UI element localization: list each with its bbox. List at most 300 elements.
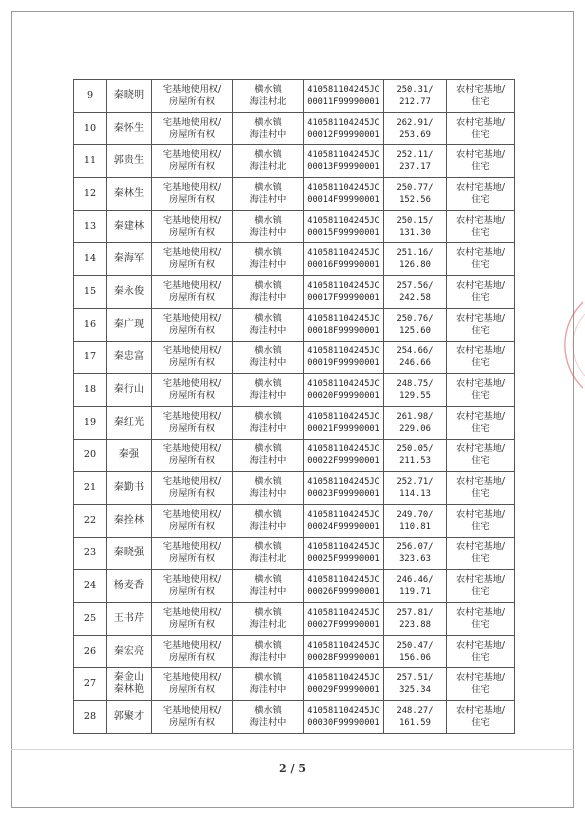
- unit-number-cell: [304, 210, 384, 243]
- owner-name-line: 秦宏亮: [113, 645, 145, 657]
- land-use-cell: [447, 210, 515, 243]
- unit-number-line: 00013F99990001: [307, 162, 380, 173]
- land-use-line: 住宅: [471, 553, 490, 565]
- land-use-line: 住宅: [471, 357, 490, 369]
- unit-number-line: 00016F99990001: [307, 260, 380, 271]
- unit-number-line: 410581104245JC: [307, 84, 380, 95]
- land-use-line: 农村宅基地/: [455, 443, 506, 455]
- land-use-cell: [447, 635, 515, 668]
- unit-number-line: 00020F99990001: [307, 391, 380, 402]
- right-type-line: 宅基地使用权/: [162, 83, 222, 95]
- right-type-line: 宅基地使用权/: [162, 279, 222, 291]
- area-line: 252.11/: [396, 150, 434, 161]
- owner-name-line: 王书芹: [113, 612, 145, 624]
- location-line: 海洼村中: [249, 716, 287, 728]
- row-number: 17: [83, 351, 97, 363]
- location-cell: [233, 145, 304, 178]
- right-type-cell: [152, 210, 233, 243]
- right-type-line: 宅基地使用权/: [162, 541, 222, 553]
- area-line: 257.51/: [396, 673, 434, 684]
- area-line: 131.30: [399, 227, 431, 238]
- location-line: 海洼村中: [249, 226, 287, 238]
- row-number-cell: [74, 308, 107, 341]
- row-number-cell: [74, 210, 107, 243]
- location-line: 海洼村中: [249, 259, 287, 271]
- right-type-cell: [152, 537, 233, 570]
- area-cell: [384, 406, 447, 439]
- area-line: 152.56: [399, 194, 431, 205]
- row-number-cell: [74, 570, 107, 603]
- area-line: 246.66: [399, 358, 431, 369]
- row-number: 22: [83, 514, 97, 526]
- table-body: [74, 80, 515, 734]
- unit-number-line: 410581104245JC: [307, 477, 380, 488]
- location-cell: [233, 537, 304, 570]
- land-use-line: 住宅: [471, 422, 490, 434]
- land-use-line: 农村宅基地/: [455, 541, 506, 553]
- row-number-cell: [74, 178, 107, 211]
- land-use-line: 农村宅基地/: [455, 214, 506, 226]
- unit-number-line: 00027F99990001: [307, 619, 380, 630]
- row-number: 19: [83, 416, 97, 428]
- property-rights-table: [73, 79, 515, 734]
- land-use-line: 农村宅基地/: [455, 378, 506, 390]
- unit-number-line: 410581104245JC: [307, 313, 380, 324]
- row-number-cell: [74, 668, 107, 701]
- unit-number-line: 00030F99990001: [307, 717, 380, 728]
- area-line: 250.31/: [396, 84, 434, 95]
- unit-number-cell: [304, 112, 384, 145]
- location-line: 横水镇: [254, 214, 282, 226]
- right-type-cell: [152, 504, 233, 537]
- area-cell: [384, 276, 447, 309]
- owner-name-line: 郭贵生: [113, 155, 145, 167]
- unit-number-line: 410581104245JC: [307, 346, 380, 357]
- right-type-line: 房屋所有权: [169, 128, 215, 140]
- page-number: 2 / 5: [279, 762, 306, 775]
- location-line: 海洼村中: [249, 455, 287, 467]
- right-type-line: 房屋所有权: [169, 716, 215, 728]
- right-type-cell: [152, 80, 233, 113]
- land-use-cell: [447, 701, 515, 734]
- unit-number-cell: [304, 276, 384, 309]
- area-line: 257.81/: [396, 607, 434, 618]
- table-row: [74, 210, 515, 243]
- land-use-line: 农村宅基地/: [455, 116, 506, 128]
- right-type-line: 房屋所有权: [169, 553, 215, 565]
- unit-number-cell: [304, 145, 384, 178]
- right-type-line: 宅基地使用权/: [162, 378, 222, 390]
- location-line: 横水镇: [254, 606, 282, 618]
- area-cell: [384, 635, 447, 668]
- area-cell: [384, 145, 447, 178]
- location-cell: [233, 701, 304, 734]
- unit-number-line: 00026F99990001: [307, 587, 380, 598]
- right-type-line: 房屋所有权: [169, 259, 215, 271]
- area-cell: [384, 210, 447, 243]
- land-use-line: 住宅: [471, 193, 490, 205]
- land-use-cell: [447, 668, 515, 701]
- unit-number-line: 00028F99990001: [307, 652, 380, 663]
- unit-number-cell: [304, 570, 384, 603]
- right-type-cell: [152, 145, 233, 178]
- right-type-line: 宅基地使用权/: [162, 181, 222, 193]
- unit-number-cell: [304, 472, 384, 505]
- owner-name-line: 秦强: [118, 449, 140, 461]
- location-line: 横水镇: [254, 672, 282, 684]
- owner-name-line: 秦林生: [113, 187, 145, 199]
- land-use-line: 住宅: [471, 291, 490, 303]
- seal-stamp-edge: [559, 300, 585, 390]
- right-type-line: 宅基地使用权/: [162, 606, 222, 618]
- area-line: 242.58: [399, 292, 431, 303]
- location-line: 横水镇: [254, 476, 282, 488]
- owner-name-cell: [107, 210, 152, 243]
- right-type-line: 宅基地使用权/: [162, 508, 222, 520]
- row-number-cell: [74, 80, 107, 113]
- area-line: 254.66/: [396, 346, 434, 357]
- area-cell: [384, 178, 447, 211]
- right-type-line: 宅基地使用权/: [162, 247, 222, 259]
- owner-name-line: 秦怀生: [113, 122, 145, 134]
- location-line: 横水镇: [254, 541, 282, 553]
- land-use-line: 住宅: [471, 95, 490, 107]
- area-cell: [384, 472, 447, 505]
- land-use-line: 农村宅基地/: [455, 410, 506, 422]
- owner-name-cell: [107, 276, 152, 309]
- location-line: 横水镇: [254, 312, 282, 324]
- right-type-line: 宅基地使用权/: [162, 214, 222, 226]
- table-row: [74, 603, 515, 636]
- land-use-line: 农村宅基地/: [455, 247, 506, 259]
- location-line: 海洼村北: [249, 161, 287, 173]
- location-line: 横水镇: [254, 83, 282, 95]
- land-use-cell: [447, 145, 515, 178]
- area-line: 126.80: [399, 260, 431, 271]
- location-line: 海洼村中: [249, 128, 287, 140]
- owner-name-cell: [107, 243, 152, 276]
- right-type-line: 房屋所有权: [169, 455, 215, 467]
- land-use-line: 农村宅基地/: [455, 704, 506, 716]
- area-cell: [384, 243, 447, 276]
- land-use-line: 住宅: [471, 128, 490, 140]
- area-line: 250.76/: [396, 313, 434, 324]
- row-number-cell: [74, 701, 107, 734]
- unit-number-line: 00019F99990001: [307, 358, 380, 369]
- land-use-line: 农村宅基地/: [455, 606, 506, 618]
- location-line: 横水镇: [254, 181, 282, 193]
- right-type-line: 房屋所有权: [169, 291, 215, 303]
- area-line: 250.15/: [396, 215, 434, 226]
- table-row: [74, 472, 515, 505]
- row-number: 15: [83, 285, 97, 297]
- owner-name-line: 秦红光: [113, 416, 145, 428]
- row-number: 27: [83, 678, 97, 690]
- right-type-line: 宅基地使用权/: [162, 574, 222, 586]
- location-line: 海洼村中: [249, 651, 287, 663]
- land-use-cell: [447, 504, 515, 537]
- right-type-cell: [152, 635, 233, 668]
- owner-name-cell: [107, 668, 152, 701]
- land-use-line: 住宅: [471, 716, 490, 728]
- area-line: 262.91/: [396, 117, 434, 128]
- location-cell: [233, 603, 304, 636]
- owner-name-cell: [107, 178, 152, 211]
- right-type-cell: [152, 341, 233, 374]
- right-type-line: 房屋所有权: [169, 324, 215, 336]
- row-number: 21: [83, 482, 97, 494]
- owner-name-line: 秦勤书: [113, 482, 145, 494]
- row-number-cell: [74, 537, 107, 570]
- table-row: [74, 570, 515, 603]
- right-type-line: 宅基地使用权/: [162, 410, 222, 422]
- table-row: [74, 439, 515, 472]
- land-use-line: 住宅: [471, 684, 490, 696]
- land-use-cell: [447, 439, 515, 472]
- area-line: 119.71: [399, 587, 431, 598]
- row-number: 14: [83, 253, 97, 265]
- row-number-cell: [74, 276, 107, 309]
- area-line: 253.69: [399, 129, 431, 140]
- table-row: [74, 341, 515, 374]
- owner-name-cell: [107, 603, 152, 636]
- row-number-cell: [74, 374, 107, 407]
- unit-number-line: 00017F99990001: [307, 292, 380, 303]
- land-use-line: 住宅: [471, 259, 490, 271]
- land-use-cell: [447, 112, 515, 145]
- unit-number-line: 410581104245JC: [307, 248, 380, 259]
- right-type-line: 房屋所有权: [169, 390, 215, 402]
- unit-number-line: 00025F99990001: [307, 554, 380, 565]
- right-type-cell: [152, 374, 233, 407]
- right-type-line: 房屋所有权: [169, 488, 215, 500]
- location-line: 海洼村中: [249, 390, 287, 402]
- row-number-cell: [74, 635, 107, 668]
- location-cell: [233, 668, 304, 701]
- unit-number-cell: [304, 635, 384, 668]
- owner-name-cell: [107, 472, 152, 505]
- right-type-line: 房屋所有权: [169, 161, 215, 173]
- area-line: 248.75/: [396, 379, 434, 390]
- area-line: 246.46/: [396, 575, 434, 586]
- table-row: [74, 537, 515, 570]
- unit-number-cell: [304, 341, 384, 374]
- right-type-line: 房屋所有权: [169, 193, 215, 205]
- location-line: 海洼村中: [249, 193, 287, 205]
- row-number: 26: [83, 645, 97, 657]
- right-type-cell: [152, 472, 233, 505]
- location-line: 海洼村中: [249, 324, 287, 336]
- row-number-cell: [74, 406, 107, 439]
- land-use-cell: [447, 603, 515, 636]
- area-cell: [384, 439, 447, 472]
- unit-number-line: 410581104245JC: [307, 117, 380, 128]
- land-use-line: 农村宅基地/: [455, 508, 506, 520]
- location-line: 横水镇: [254, 279, 282, 291]
- owner-name-cell: [107, 570, 152, 603]
- right-type-line: 宅基地使用权/: [162, 149, 222, 161]
- land-use-cell: [447, 406, 515, 439]
- location-cell: [233, 341, 304, 374]
- location-line: 横水镇: [254, 704, 282, 716]
- location-cell: [233, 178, 304, 211]
- location-cell: [233, 374, 304, 407]
- owner-name-line: 杨麦香: [113, 580, 145, 592]
- land-use-cell: [447, 80, 515, 113]
- unit-number-cell: [304, 80, 384, 113]
- area-cell: [384, 603, 447, 636]
- land-use-cell: [447, 341, 515, 374]
- right-type-line: 房屋所有权: [169, 586, 215, 598]
- area-line: 125.60: [399, 325, 431, 336]
- land-use-line: 住宅: [471, 586, 490, 598]
- area-line: 250.77/: [396, 182, 434, 193]
- right-type-cell: [152, 570, 233, 603]
- unit-number-line: 410581104245JC: [307, 444, 380, 455]
- unit-number-cell: [304, 668, 384, 701]
- owner-name-cell: [107, 439, 152, 472]
- area-line: 323.63: [399, 554, 431, 565]
- location-line: 海洼村中: [249, 520, 287, 532]
- owner-name-line: 秦晓强: [113, 547, 145, 559]
- owner-name-line: 秦金山: [113, 672, 145, 684]
- row-number-cell: [74, 472, 107, 505]
- row-number-cell: [74, 112, 107, 145]
- location-line: 海洼村中: [249, 586, 287, 598]
- area-line: 248.27/: [396, 705, 434, 716]
- area-line: 250.05/: [396, 444, 434, 455]
- owner-name-line: 郭聚才: [113, 710, 145, 722]
- area-line: 325.34: [399, 685, 431, 696]
- location-line: 横水镇: [254, 508, 282, 520]
- land-use-line: 农村宅基地/: [455, 279, 506, 291]
- area-cell: [384, 570, 447, 603]
- table-row: [74, 701, 515, 734]
- unit-number-line: 00015F99990001: [307, 227, 380, 238]
- area-line: 223.88: [399, 619, 431, 630]
- unit-number-line: 00023F99990001: [307, 489, 380, 500]
- unit-number-cell: [304, 406, 384, 439]
- right-type-line: 宅基地使用权/: [162, 672, 222, 684]
- table-row: [74, 276, 515, 309]
- owner-name-cell: [107, 537, 152, 570]
- unit-number-line: 00022F99990001: [307, 456, 380, 467]
- owner-name-cell: [107, 145, 152, 178]
- unit-number-line: 00011F99990001: [307, 96, 380, 107]
- right-type-cell: [152, 178, 233, 211]
- table-row: [74, 145, 515, 178]
- row-number: 9: [86, 89, 94, 101]
- right-type-line: 宅基地使用权/: [162, 639, 222, 651]
- right-type-line: 房屋所有权: [169, 226, 215, 238]
- unit-number-line: 410581104245JC: [307, 379, 380, 390]
- location-line: 横水镇: [254, 574, 282, 586]
- unit-number-cell: [304, 701, 384, 734]
- unit-number-line: 410581104245JC: [307, 509, 380, 520]
- unit-number-line: 410581104245JC: [307, 673, 380, 684]
- land-use-line: 住宅: [471, 324, 490, 336]
- owner-name-line: 秦忠富: [113, 351, 145, 363]
- table-row: [74, 635, 515, 668]
- table-row: [74, 308, 515, 341]
- location-cell: [233, 210, 304, 243]
- location-cell: [233, 80, 304, 113]
- location-cell: [233, 635, 304, 668]
- right-type-line: 宅基地使用权/: [162, 312, 222, 324]
- right-type-line: 房屋所有权: [169, 684, 215, 696]
- area-cell: [384, 504, 447, 537]
- owner-name-line: 秦晓明: [113, 89, 145, 101]
- right-type-cell: [152, 603, 233, 636]
- owner-name-cell: [107, 80, 152, 113]
- location-line: 横水镇: [254, 247, 282, 259]
- land-use-line: 住宅: [471, 226, 490, 238]
- table-row: [74, 112, 515, 145]
- area-cell: [384, 668, 447, 701]
- area-cell: [384, 308, 447, 341]
- land-use-cell: [447, 178, 515, 211]
- area-line: 110.81: [399, 521, 431, 532]
- unit-number-line: 00029F99990001: [307, 685, 380, 696]
- unit-number-line: 410581104245JC: [307, 640, 380, 651]
- location-cell: [233, 243, 304, 276]
- location-cell: [233, 276, 304, 309]
- unit-number-cell: [304, 243, 384, 276]
- right-type-cell: [152, 406, 233, 439]
- land-use-cell: [447, 276, 515, 309]
- location-cell: [233, 112, 304, 145]
- unit-number-line: 410581104245JC: [307, 411, 380, 422]
- land-use-line: 住宅: [471, 520, 490, 532]
- right-type-line: 房屋所有权: [169, 618, 215, 630]
- area-line: 257.56/: [396, 280, 434, 291]
- owner-name-line: 秦永俊: [113, 285, 145, 297]
- unit-number-line: 410581104245JC: [307, 215, 380, 226]
- owner-name-line: 秦建林: [113, 220, 145, 232]
- table-row: [74, 504, 515, 537]
- right-type-cell: [152, 276, 233, 309]
- unit-number-cell: [304, 504, 384, 537]
- land-use-line: 住宅: [471, 488, 490, 500]
- unit-number-line: 00024F99990001: [307, 521, 380, 532]
- area-line: 229.06: [399, 423, 431, 434]
- table-row: [74, 374, 515, 407]
- row-number-cell: [74, 243, 107, 276]
- owner-name-cell: [107, 504, 152, 537]
- location-cell: [233, 504, 304, 537]
- location-line: 海洼村北: [249, 618, 287, 630]
- right-type-line: 宅基地使用权/: [162, 704, 222, 716]
- owner-name-cell: [107, 341, 152, 374]
- row-number: 11: [83, 155, 97, 167]
- location-cell: [233, 406, 304, 439]
- right-type-cell: [152, 243, 233, 276]
- unit-number-cell: [304, 178, 384, 211]
- location-cell: [233, 472, 304, 505]
- owner-name-line: 秦海军: [113, 253, 145, 265]
- unit-number-line: 410581104245JC: [307, 575, 380, 586]
- right-type-cell: [152, 112, 233, 145]
- area-line: 114.13: [399, 489, 431, 500]
- area-line: 252.71/: [396, 477, 434, 488]
- right-type-line: 宅基地使用权/: [162, 443, 222, 455]
- table-row: [74, 668, 515, 701]
- location-line: 海洼村中: [249, 291, 287, 303]
- location-line: 海洼村中: [249, 357, 287, 369]
- land-use-line: 住宅: [471, 455, 490, 467]
- row-number-cell: [74, 341, 107, 374]
- land-use-line: 农村宅基地/: [455, 476, 506, 488]
